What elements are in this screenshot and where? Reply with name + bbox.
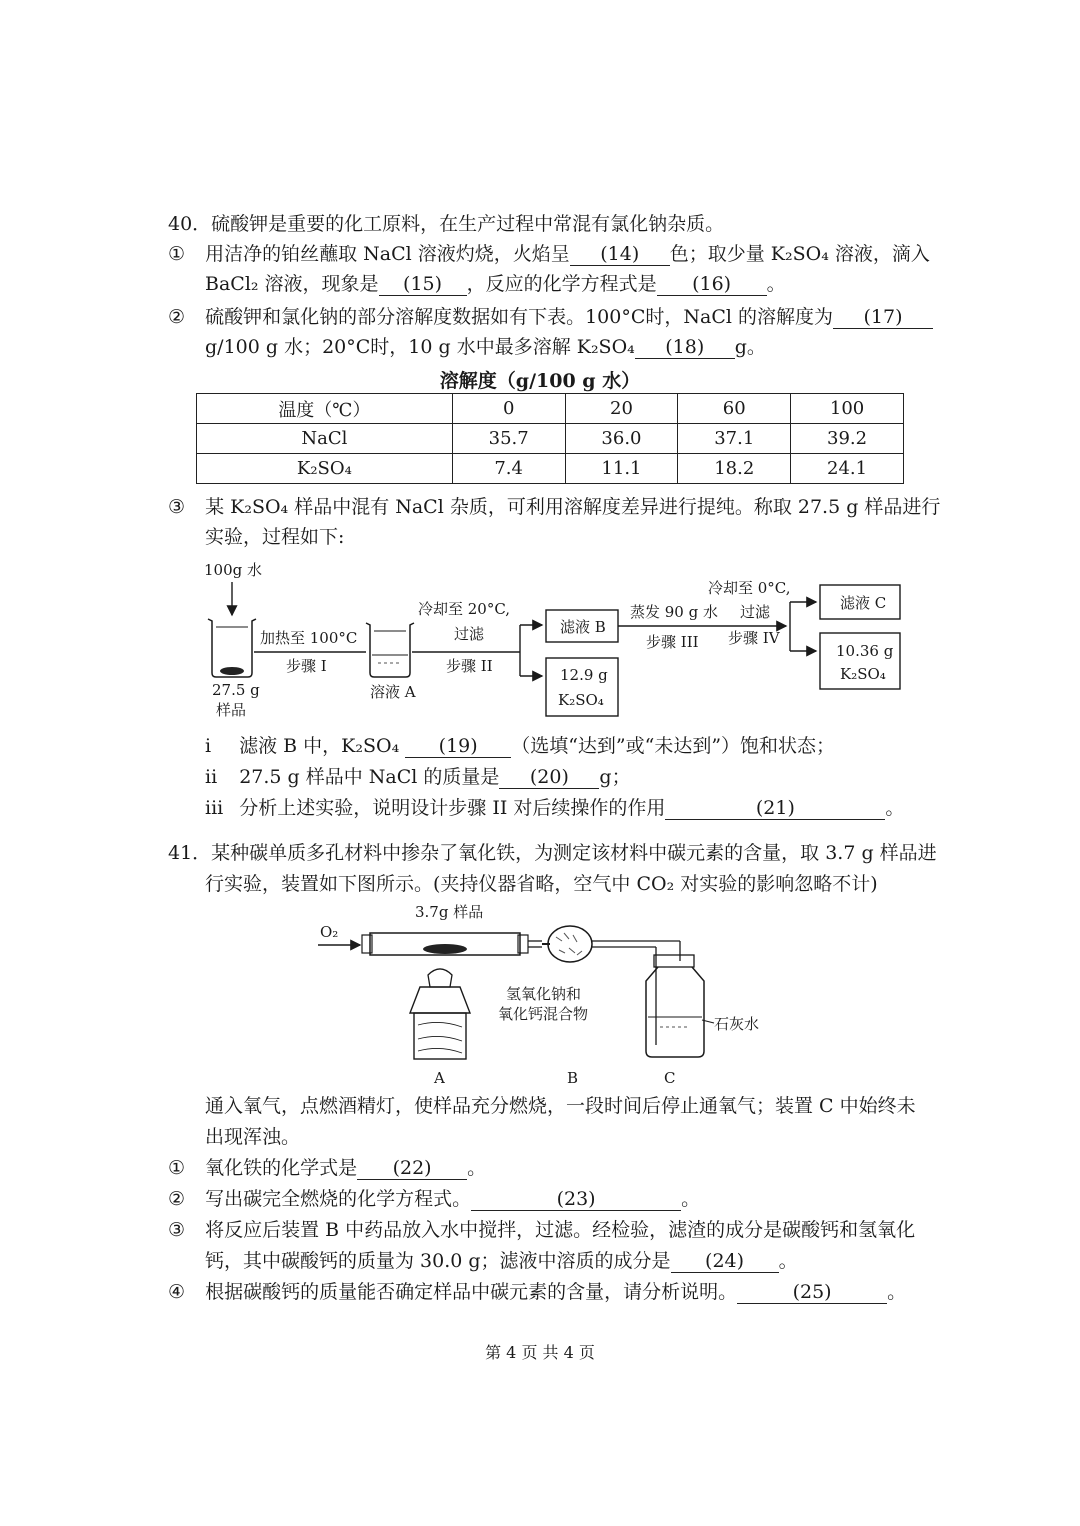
q40-heading: 40．硫酸钾是重要的化工原料，在生产过程中常混有氯化钠杂质。 xyxy=(168,213,725,235)
q41-text-line1: 通入氧气，点燃酒精灯，使样品充分燃烧，一段时间后停止通氧气；装置 C 中始终未 xyxy=(205,1095,916,1117)
q41-part4: ④ 根据碳酸钙的质量能否确定样品中碳元素的含量，请分析说明。 (25) 。 xyxy=(168,1281,907,1303)
table-cell: NaCl xyxy=(197,424,453,454)
combustion-tube-icon xyxy=(362,933,542,955)
table-cell: 39.2 xyxy=(791,424,904,454)
solid-1-mass: 12.9 g xyxy=(560,666,608,684)
table-cell: 60 xyxy=(678,394,791,424)
answer-blank-19[interactable]: (19) xyxy=(405,735,511,758)
sample-label: 样品 xyxy=(216,701,247,719)
answer-blank-20[interactable]: (20) xyxy=(499,766,599,789)
answer-blank-23[interactable]: (23) xyxy=(471,1188,681,1211)
q40-sub-iii: iii 分析上述实验，说明设计步骤 II 对后续操作的作用 (21) 。 xyxy=(205,797,905,819)
step3-label: 步骤 III xyxy=(646,633,699,651)
table-cell: 温度（℃） xyxy=(197,394,453,424)
answer-blank-16[interactable]: (16) xyxy=(657,273,767,296)
table-title: 溶解度（g/100 g 水） xyxy=(439,370,641,392)
q40-sub-ii: ii 27.5 g 样品中 NaCl 的质量是 (20) g； xyxy=(205,766,631,788)
q41-part2: ② 写出碳完全燃烧的化学方程式。 (23) 。 xyxy=(168,1188,701,1210)
q41-heading-line2: 行实验，装置如下图所示。(夹持仪器省略，空气中 CO₂ 对实验的影响忽略不计) xyxy=(205,873,878,895)
mixture-label-2: 氧化钙混合物 xyxy=(498,1005,589,1023)
table-cell: 7.4 xyxy=(452,454,565,484)
step2-label: 步骤 II xyxy=(446,657,493,675)
answer-blank-24[interactable]: (24) xyxy=(671,1250,779,1273)
solubility-table xyxy=(196,393,904,484)
step4-filter: 过滤 xyxy=(740,603,771,621)
step2-filter: 过滤 xyxy=(454,625,485,643)
combustion-apparatus-diagram xyxy=(310,895,760,1090)
sample-mass: 27.5 g xyxy=(212,681,260,699)
step4-condition: 冷却至 0°C, xyxy=(708,579,791,597)
q40-part3-line1: ③ 某 K₂SO₄ 样品中混有 NaCl 杂质，可利用溶解度差异进行提纯。称取 27.5 g 样品进行 xyxy=(168,496,941,518)
mixture-label-1: 氢氧化钠和 xyxy=(506,985,582,1003)
table-cell: 36.0 xyxy=(565,424,678,454)
alcohol-lamp-icon xyxy=(410,969,470,1059)
label-c: C xyxy=(664,1069,676,1087)
table-cell: K₂SO₄ xyxy=(197,454,453,484)
table-header-row xyxy=(197,394,904,424)
table-cell: 18.2 xyxy=(678,454,791,484)
table-cell: 11.1 xyxy=(565,454,678,484)
q40-part1-line2: BaCl₂ 溶液，现象是 (15) ，反应的化学方程式是 (16) 。 xyxy=(205,273,786,295)
answer-blank-18[interactable]: (18) xyxy=(635,336,735,359)
step1-condition: 加热至 100°C xyxy=(260,629,358,647)
solid-2-mass: 10.36 g xyxy=(836,642,894,660)
answer-blank-25[interactable]: (25) xyxy=(737,1281,887,1304)
limewater-bottle-icon xyxy=(646,941,704,1057)
answer-blank-22[interactable]: (22) xyxy=(357,1157,467,1180)
table-cell: 100 xyxy=(791,394,904,424)
solution-a-label: 溶液 A xyxy=(370,683,416,701)
part-marker: ④ xyxy=(168,1281,186,1303)
oxygen-label: O₂ xyxy=(320,923,339,941)
solid-2-formula: K₂SO₄ xyxy=(840,665,886,683)
drying-tube-icon xyxy=(542,926,662,962)
part-marker: ① xyxy=(168,243,186,265)
table-row xyxy=(197,424,904,454)
q40-part1-line1: ① 用洁净的铂丝蘸取 NaCl 溶液灼烧，火焰呈 (14) 色；取少量 K₂SO₄ 溶液，滴入 xyxy=(168,243,930,265)
part-marker: ③ xyxy=(168,1219,186,1241)
table-cell: 35.7 xyxy=(452,424,565,454)
answer-blank-17[interactable]: (17) xyxy=(833,306,933,329)
q41-part1: ① 氧化铁的化学式是 (22) 。 xyxy=(168,1157,487,1179)
step2-condition: 冷却至 20°C, xyxy=(418,600,511,618)
part-marker: ③ xyxy=(168,496,186,518)
q40-part2-line1: ② 硫酸钾和氯化钠的部分溶解度数据如有下表。100°C时，NaCl 的溶解度为 (17) xyxy=(168,304,933,330)
step3-condition: 蒸发 90 g 水 xyxy=(630,603,718,621)
table-cell: 24.1 xyxy=(791,454,904,484)
filtrate-c-label: 滤液 C xyxy=(840,594,887,612)
solid-1-formula: K₂SO₄ xyxy=(558,691,604,709)
table-cell: 37.1 xyxy=(678,424,791,454)
q41-part3-line2: 钙，其中碳酸钙的质量为 30.0 g；滤液中溶质的成分是 (24) 。 xyxy=(205,1250,798,1272)
part-marker: ② xyxy=(168,306,186,328)
beaker-1-icon xyxy=(208,619,256,677)
filtrate-b-label: 滤液 B xyxy=(560,618,606,636)
page-footer: 第 4 页 共 4 页 xyxy=(485,1343,595,1362)
beaker-2-icon xyxy=(366,623,414,677)
step1-label: 步骤 I xyxy=(286,657,327,675)
table-cell: 0 xyxy=(452,394,565,424)
table-row xyxy=(197,454,904,484)
q40-part2-line2: g/100 g 水；20°C时，10 g 水中最多溶解 K₂SO₄ (18) g。 xyxy=(205,336,766,358)
label-b: B xyxy=(567,1069,579,1087)
q40-sub-i: i 滤液 B 中，K₂SO₄ (19) （选填“达到”或“未达到”）饱和状态； xyxy=(205,735,836,757)
table-cell: 20 xyxy=(565,394,678,424)
q41-text-line2: 出现浑浊。 xyxy=(205,1126,301,1148)
part-marker: ① xyxy=(168,1157,186,1179)
q40-part3-line2: 实验，过程如下: xyxy=(205,526,345,548)
answer-blank-15[interactable]: (15) xyxy=(379,273,467,296)
answer-blank-14[interactable]: (14) xyxy=(570,243,670,266)
answer-blank-21[interactable]: (21) xyxy=(665,797,885,820)
step4-label: 步骤 IV xyxy=(728,629,780,647)
limewater-label: 石灰水 xyxy=(714,1015,760,1033)
label-a: A xyxy=(434,1069,445,1087)
part-marker: ② xyxy=(168,1188,186,1210)
q41-heading: 41．某种碳单质多孔材料中掺杂了氧化铁，为测定该材料中碳元素的含量，取 3.7 g 样品进 xyxy=(168,842,937,864)
water-label: 100g 水 xyxy=(204,561,263,579)
q41-part3-line1: ③ 将反应后装置 B 中药品放入水中搅拌，过滤。经检验，滤渣的成分是碳酸钙和氢氧化 xyxy=(168,1219,916,1241)
sample-label: 3.7g 样品 xyxy=(415,903,484,921)
purification-flow-diagram xyxy=(190,555,910,730)
